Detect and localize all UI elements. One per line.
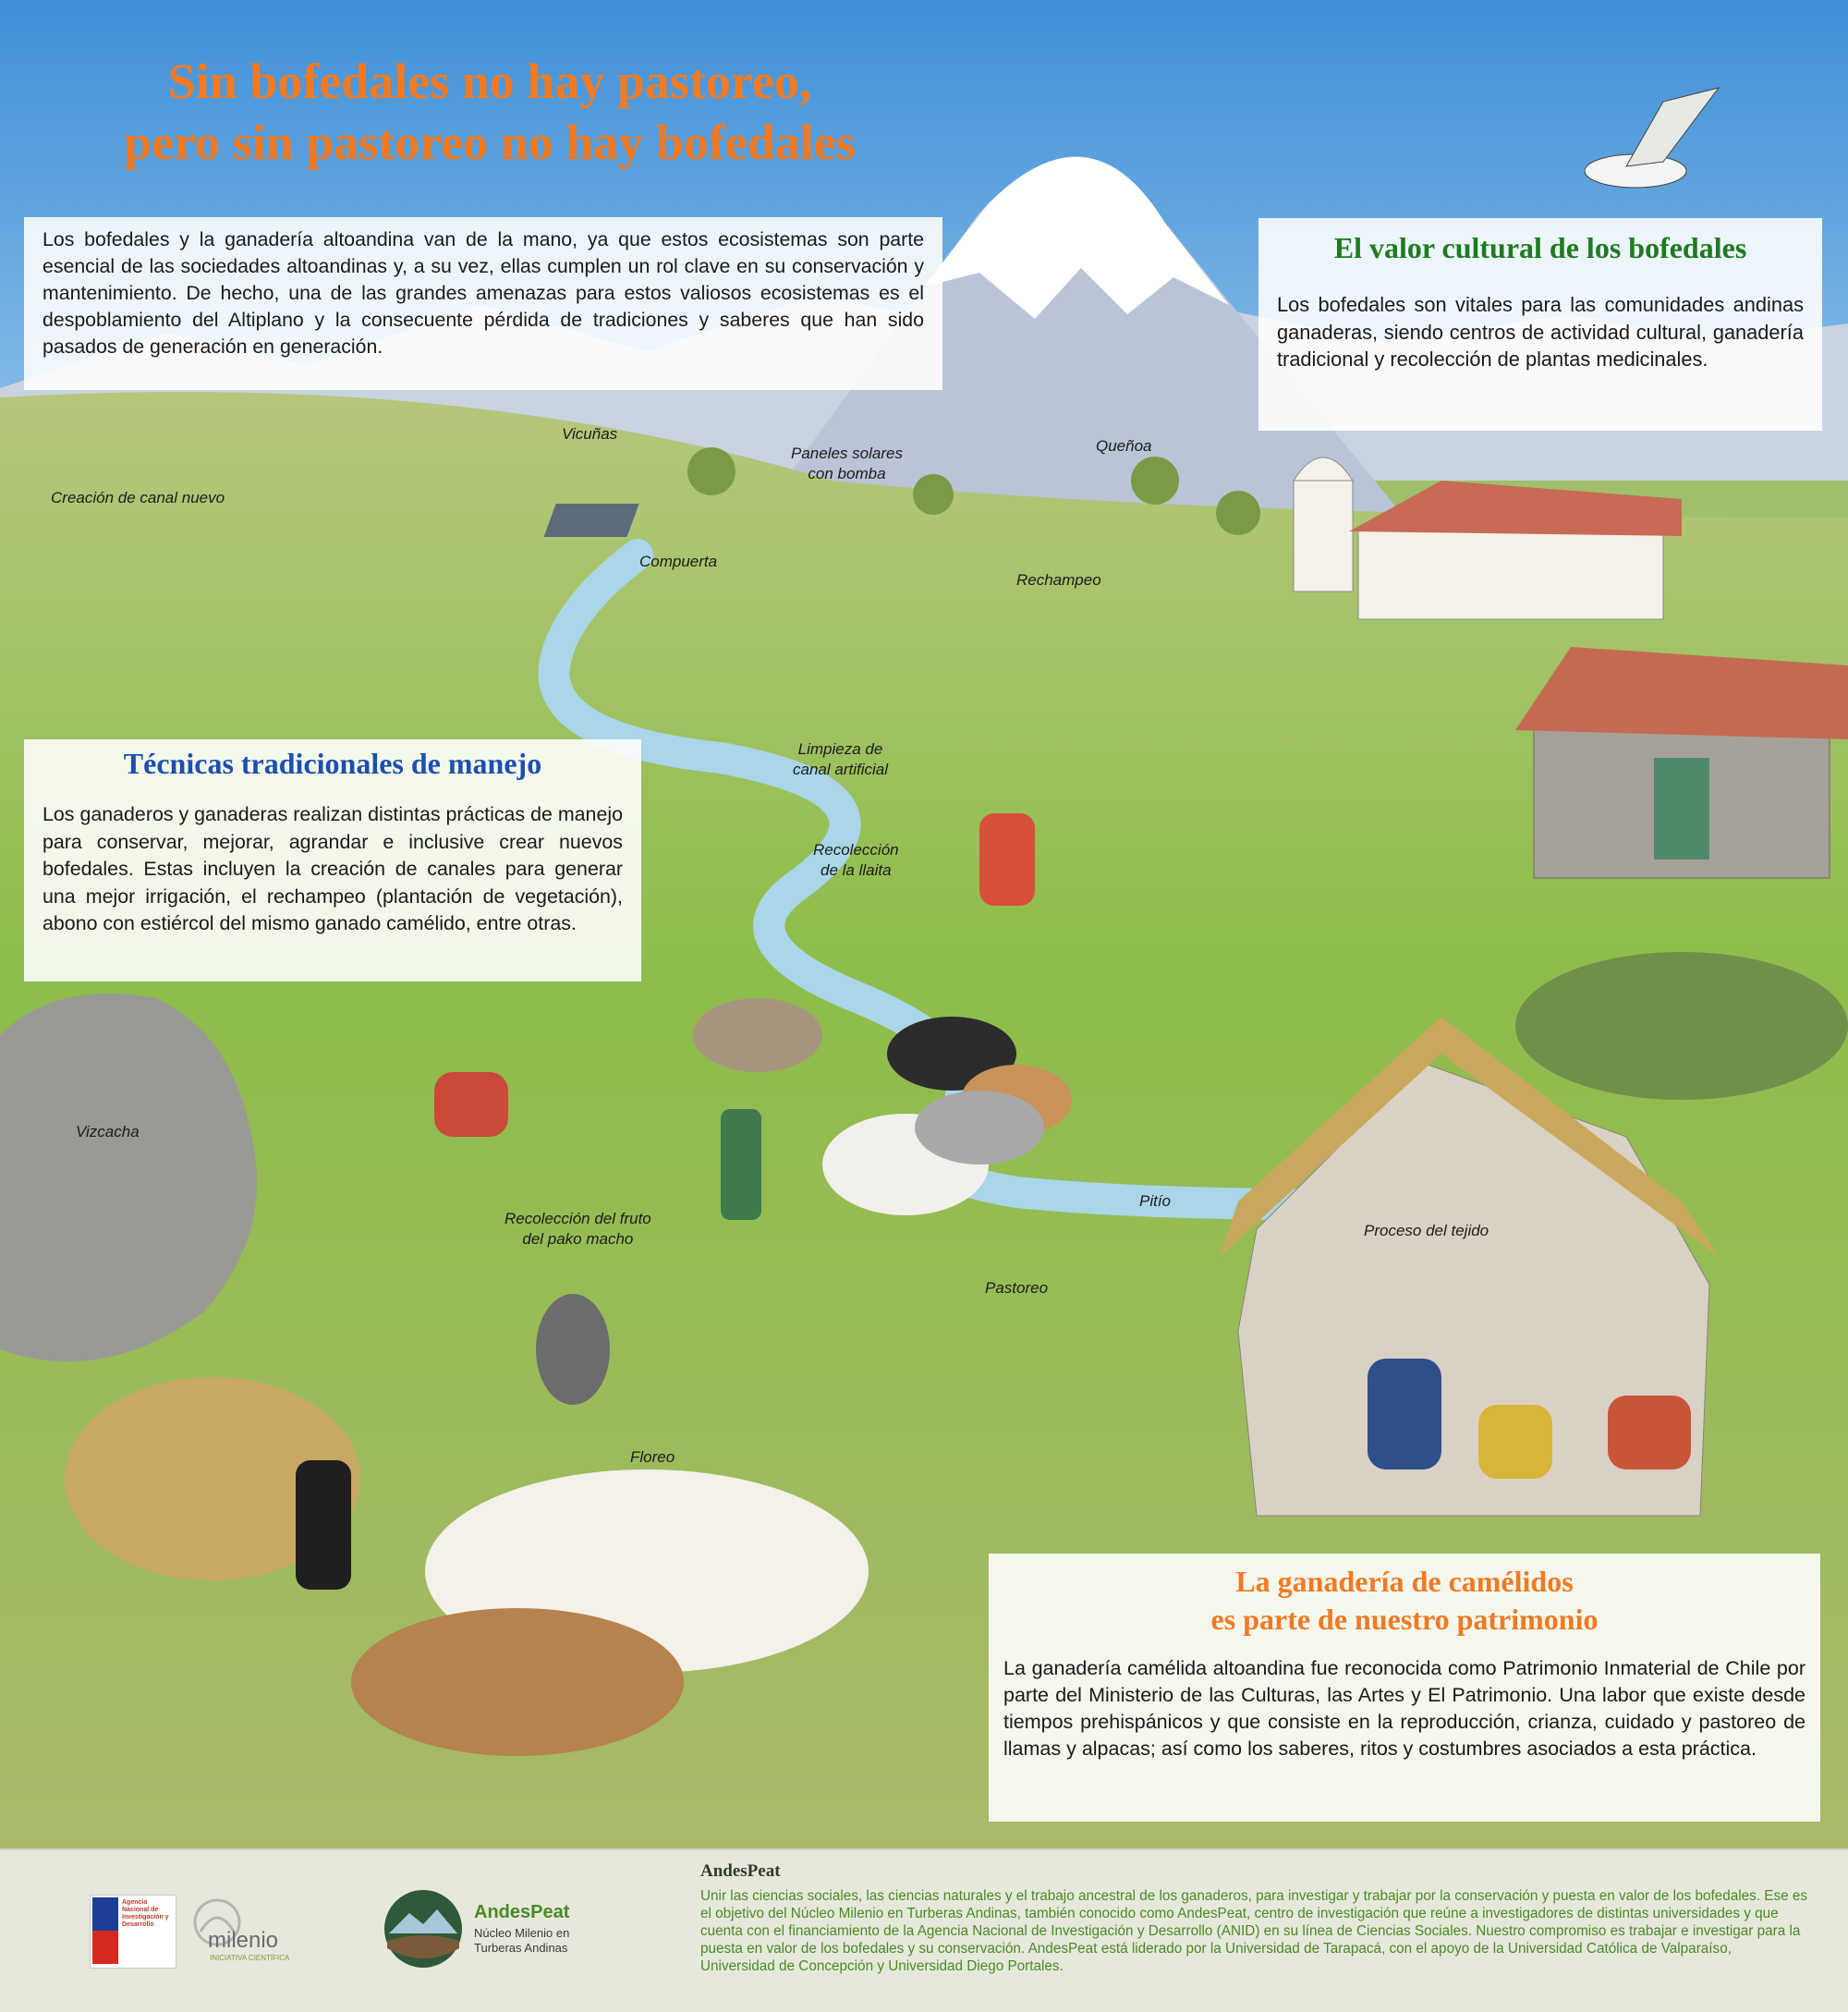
cultural-text: Los bofedales son vitales para las comunidades andinas ganaderas, siendo centros de actividad cultural, ganadería tradicional y recolección de plantas medicinales. xyxy=(1277,293,1804,371)
label-compuerta: Compuerta xyxy=(639,553,718,570)
label-limpieza: Limpieza de canal artificial xyxy=(793,740,888,778)
label-pastoreo: Pastoreo xyxy=(985,1279,1049,1297)
church-roof xyxy=(1349,481,1682,536)
heritage-text: La ganadería camélida altoandina fue reconocida como Patrimonio Inmaterial de Chile por parte del Ministerio de las Culturas, las Artes y El Patrimonio. Una labor que existe desde tiempos prehispánicos y que consiste en la reproducción, crianza, cuidado y pastoreo de llamas y alpacas; así como los saberes, ritos y costumbres asociados a esta práctica. xyxy=(1003,1657,1805,1760)
label-rechampeo: Rechampeo xyxy=(1016,571,1101,589)
church xyxy=(1358,527,1663,619)
anid-logo-text: Agencia Nacional de Investigación y Desarrollo xyxy=(122,1899,169,1928)
andespeat-logo xyxy=(382,1887,594,1976)
techniques-heading: Técnicas tradicionales de manejo xyxy=(123,747,542,780)
footer xyxy=(0,1848,1848,2012)
label-vicunas: Vicuñas xyxy=(562,425,618,443)
footer-text: Unir las ciencias sociales, las ciencias naturales y el trabajo ancestral de los ganaderos, para investigar y trabajar por la conservación y puesta en valor de los bofedales. Ese es el objetivo del Núcleo Milenio en Turberas Andinas, también conocido como AndesPeat, centro de investigación que reúne a investigadores de distintas universidades y que cuenta con el financiamiento de la Agencia Nacional de Investigación y Desarrollo (ANID) en su línea de Ciencias Sociales. Nuestro compromiso es trabajar e investigar para la puesta en valor de los bofedales y su conservación. AndesPeat está liderado por la Universidad de Tarapacá, con el apoyo de la Universidad Católica de Valparaíso, Universidad de Concepción y Universidad Diego Portales. xyxy=(700,1888,1808,1974)
heritage-heading-line-1: La ganadería de camélidos xyxy=(1235,1565,1574,1598)
label-pako: Recolección del fruto del pako macho xyxy=(505,1210,651,1248)
heritage-panel xyxy=(989,1554,1820,1822)
anid-logo xyxy=(90,1895,176,1969)
milenio-logo xyxy=(189,1895,300,1967)
intro-text: Los bofedales y la ganadería altoandina van de la mano, ya que estos ecosistemas son parte esencial de las sociedades altoandinas y, a su vez, ellas cumplen un rol clave en su conservación y mantenimiento. De hecho, una de las grandes amenazas para estos valiosos ecosistemas es el despoblamiento del Altiplano y la consecuente pérdida de tradiciones y saberes que han sido pasados de generación en generación. xyxy=(43,228,924,358)
title-line-1: Sin bofedales no hay pastoreo, xyxy=(167,54,812,109)
label-pitio: Pitío xyxy=(1139,1192,1172,1210)
milenio-wordmark: milenio xyxy=(208,1928,279,1953)
cultural-panel xyxy=(1258,218,1822,431)
church-tower xyxy=(1294,481,1353,591)
solar-panel xyxy=(544,504,639,537)
intro-panel xyxy=(24,217,942,390)
label-tejido: Proceso del tejido xyxy=(1364,1222,1489,1239)
andespeat-subtitle-2: Turberas Andinas xyxy=(474,1941,568,1955)
andespeat-emblem-icon xyxy=(382,1887,465,1970)
techniques-text: Los ganaderos y ganaderas realizan distintas prácticas de manejo para conservar, mejorar, agrandar e inclusive crear nuevos bofedales. Estas incluyen la creación de canales para generar una mejor irrigación, el rechampeo (plantación de vegetación), abono con estiércol del mismo ganado camélido, entre otras. xyxy=(43,803,623,934)
cultural-heading: El valor cultural de los bofedales xyxy=(1333,231,1747,264)
techniques-panel xyxy=(24,739,641,982)
andespeat-subtitle-1: Núcleo Milenio en xyxy=(474,1926,570,1940)
label-llaita: Recolección de la llaita xyxy=(813,841,899,879)
label-quenoa: Queñoa xyxy=(1096,437,1152,455)
page-title xyxy=(55,51,924,173)
shrub xyxy=(1515,952,1848,1100)
label-paneles: Paneles solares con bomba xyxy=(791,445,903,482)
andespeat-wordmark: AndesPeat xyxy=(474,1902,570,1922)
milenio-subtitle: INICIATIVA CIENTÍFICA xyxy=(210,1954,290,1962)
heritage-heading xyxy=(1003,1563,1805,1639)
chile-flag-icon xyxy=(92,1897,118,1964)
footer-title: AndesPeat xyxy=(700,1861,781,1881)
label-canal-nuevo: Creación de canal nuevo xyxy=(51,489,225,506)
label-vizcacha: Vizcacha xyxy=(76,1123,140,1140)
house-door xyxy=(1654,758,1709,860)
label-floreo: Floreo xyxy=(630,1448,675,1466)
heritage-heading-line-2: es parte de nuestro patrimonio xyxy=(1210,1603,1599,1636)
title-line-2: pero sin pastoreo no hay bofedales xyxy=(124,115,856,170)
